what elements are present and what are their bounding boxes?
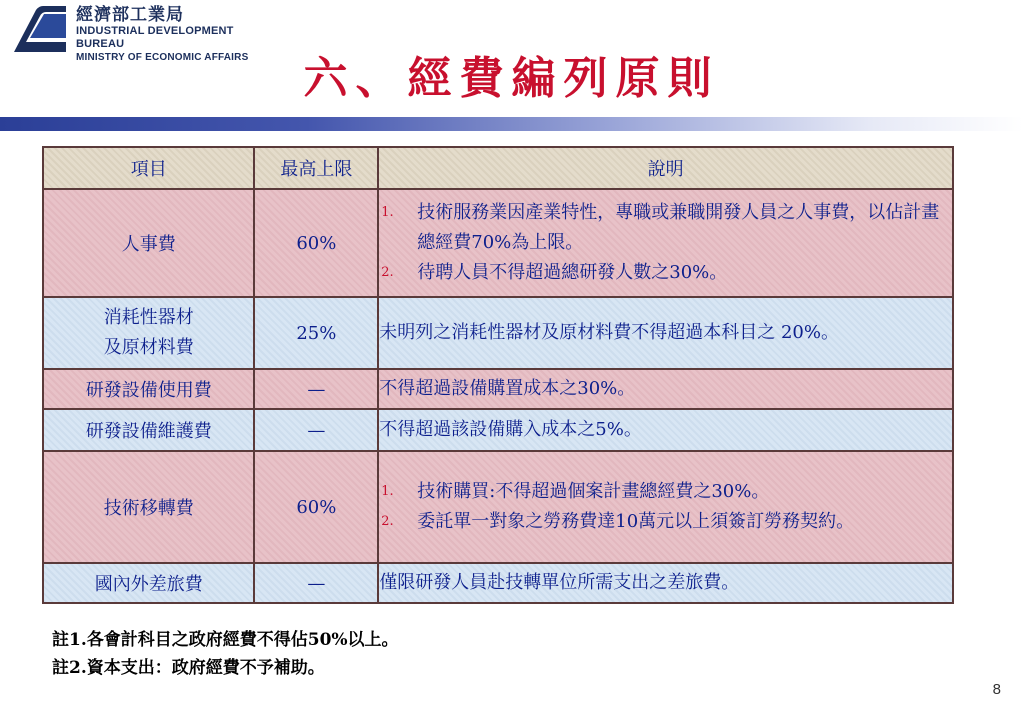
row-description: 不得超過該設備購入成本之5%。 (378, 409, 953, 451)
org-name-cn: 經濟部工業局 (76, 5, 184, 25)
list-item (379, 507, 952, 537)
table-row (43, 189, 953, 297)
table-row (43, 451, 953, 563)
list-item (379, 198, 952, 258)
org-name-en-line2: MINISTRY OF ECONOMIC AFFAIRS (76, 52, 249, 63)
row-item: 人事費 (43, 189, 254, 297)
header-item: 項目 (43, 147, 254, 189)
row-limit: 25% (254, 297, 378, 369)
table-row (43, 563, 953, 603)
row-description: 未明列之消耗性器材及原材料費不得超過本科目之 20%。 (378, 297, 953, 369)
row-description (378, 189, 953, 297)
slide-title: 六、經費編列原則 (303, 53, 720, 104)
list-item (379, 477, 952, 507)
footnote-1: 註1.各會計科目之政府經費不得佔50%以上。 (52, 630, 399, 650)
row-item: 技術移轉費 (43, 451, 254, 563)
list-number: 1. (381, 484, 394, 499)
row-description: 僅限研發人員赴技轉單位所需支出之差旅費。 (378, 563, 953, 603)
row-item: 國內外差旅費 (43, 563, 254, 603)
list-text: 委託單一對象之勞務費達10萬元以上須簽訂勞務契約。 (417, 511, 855, 532)
row-limit: — (254, 409, 378, 451)
row-description: 不得超過設備購置成本之30%。 (378, 369, 953, 409)
title-divider (0, 117, 1023, 131)
footnote-2: 註2.資本支出：政府經費不予補助。 (52, 658, 325, 678)
row-limit: — (254, 563, 378, 603)
page-number: 8 (992, 681, 1001, 698)
row-item-line: 及原材料費 (103, 337, 194, 358)
list-number: 1. (381, 205, 394, 220)
header-description: 說明 (378, 147, 953, 189)
table-row (43, 409, 953, 451)
footnotes (52, 626, 399, 682)
table-row (43, 297, 953, 369)
org-name-en-line1: INDUSTRIAL DEVELOPMENT BUREAU (76, 25, 234, 50)
row-item: 研發設備維護費 (43, 409, 254, 451)
list-text: 技術購買:不得超過個案計畫總經費之30%。 (417, 481, 770, 502)
row-limit: — (254, 369, 378, 409)
row-item-line: 消耗性器材 (103, 307, 194, 328)
row-limit: 60% (254, 189, 378, 297)
budget-table (42, 146, 954, 604)
row-description (378, 451, 953, 563)
list-number: 2. (381, 265, 394, 280)
table-row (43, 369, 953, 409)
header-limit: 最高上限 (254, 147, 378, 189)
row-item: 研發設備使用費 (43, 369, 254, 409)
list-text: 待聘人員不得超過總研發人數之30%。 (417, 262, 728, 283)
list-number: 2. (381, 514, 394, 529)
row-limit: 60% (254, 451, 378, 563)
list-item (379, 258, 952, 288)
table-header-row (43, 147, 953, 189)
row-item (43, 297, 254, 369)
list-text: 技術服務業因產業特性，專職或兼職開發人員之人事費，以佔計畫總經費70%為上限。 (417, 202, 940, 253)
